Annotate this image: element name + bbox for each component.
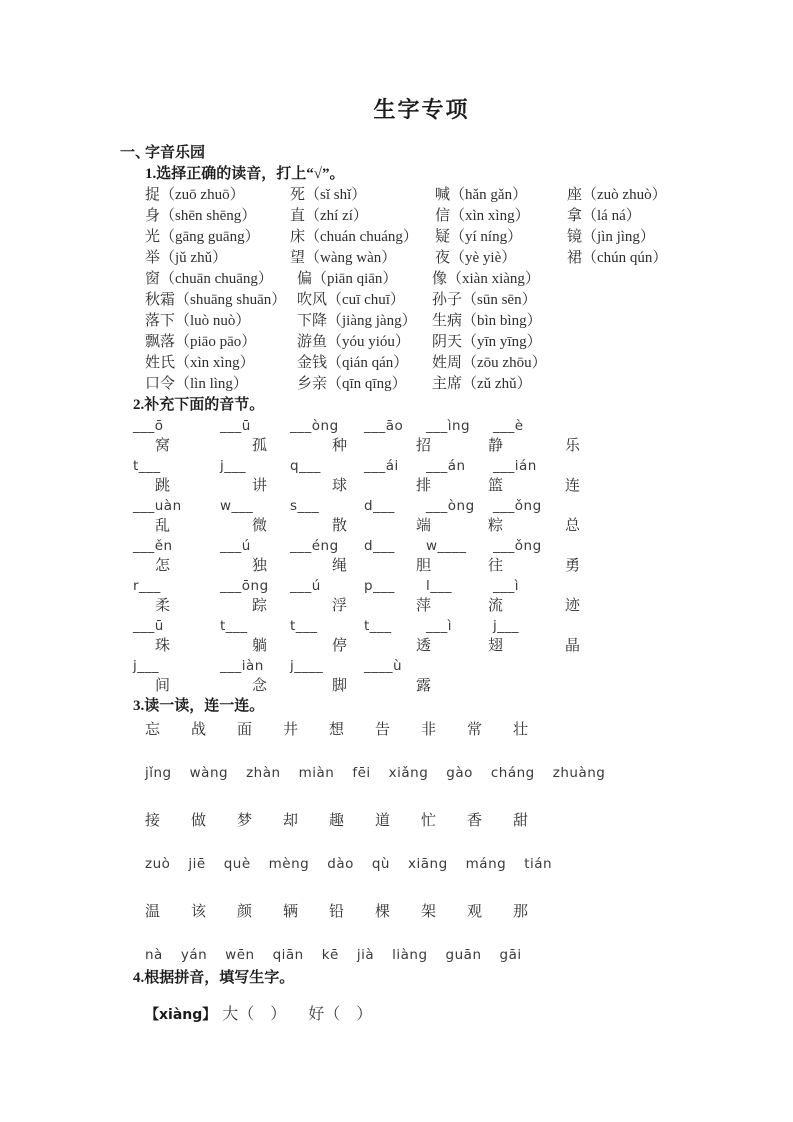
match-character: 做 [191,813,207,829]
syllable-blank-row [133,416,723,436]
character-label: 招 [416,438,432,454]
question2-heading: 2.补充下面的音节。 [133,397,265,413]
syllable-blank: t___ [220,618,248,634]
match-pinyin: zuò [145,856,171,872]
character-label: 念 [252,678,268,694]
character-label: 晶 [565,638,581,654]
match-character: 想 [329,722,345,738]
match-character: 接 [145,813,161,829]
syllable-blank: j____ [290,658,324,674]
match-pinyin: tián [524,856,553,872]
pronunciation-item: 落下（luò nuò） [145,313,251,329]
syllable-blank: ___ì [493,578,520,594]
character-label: 躺 [252,638,268,654]
character-label: 粽 [488,518,504,534]
match-character: 辆 [283,904,299,920]
character-label: 散 [332,518,348,534]
character-label: 总 [565,518,581,534]
character-label: 种 [332,438,348,454]
syllable-group [133,656,723,696]
pronunciation-item: 孙子（sūn sēn） [432,292,537,308]
matching-exercise-list [120,721,723,964]
syllable-blank: s___ [290,498,320,514]
syllable-character-row [133,436,723,456]
pronunciation-item: 像（xiàn xiàng） [432,271,540,287]
syllable-group [133,576,723,616]
character-label: 透 [416,638,432,654]
match-pinyin: cháng [490,765,535,781]
pronunciation-item: 捉（zuō zhuō） [145,187,245,203]
match-pinyin: guān [445,947,482,963]
pronunciation-item: 信（xìn xìng） [435,208,530,224]
matching-character-row [145,721,723,739]
syllable-group [133,536,723,576]
pronunciation-row [145,227,723,248]
pronunciation-item: 拿（lá ná） [567,208,641,224]
syllable-blank-row [133,536,723,556]
character-label: 迹 [565,598,581,614]
pronunciation-item: 夜（yè yiè） [435,250,517,266]
pronunciation-item: 光（gāng guāng） [145,229,260,245]
pronunciation-item: 望（wàng wàn） [290,250,397,266]
match-character: 壮 [513,722,529,738]
syllable-blank: ___òng [290,418,339,434]
pronunciation-item: 床（chuán chuáng） [290,229,418,245]
character-label: 篮 [488,478,504,494]
pronunciation-row [145,206,723,227]
match-character: 香 [467,813,483,829]
matching-pinyin-row [145,855,723,873]
match-pinyin: zhuàng [552,765,606,781]
character-label: 绳 [332,558,348,574]
syllable-blank-row [133,656,723,676]
pronunciation-item: 窗（chuān chuāng） [145,271,273,287]
syllable-blank: j___ [493,618,520,634]
syllable-character-row [133,676,723,696]
pronunciation-item: 阴天（yīn yīng） [432,334,542,350]
syllable-group [133,416,723,456]
match-pinyin: wàng [189,765,229,781]
match-character: 那 [513,904,529,920]
character-label: 静 [488,438,504,454]
match-character: 忙 [421,813,437,829]
pronunciation-row [145,353,723,374]
pronunciation-item: 举（jǔ zhǔ） [145,250,228,266]
fill-in-blank: 好（ ） [308,1006,373,1023]
character-label: 乱 [155,518,171,534]
character-label: 讲 [252,478,268,494]
syllable-blank: ___è [493,418,524,434]
syllable-blank: ___ǒng [493,498,542,514]
match-pinyin: xiǎng [388,765,429,781]
syllable-blank: ___ǒng [493,538,542,554]
match-character: 却 [283,813,299,829]
syllable-blank: w____ [426,538,467,554]
pronunciation-item: 偏（piān qiān） [297,271,398,287]
match-character: 棵 [375,904,391,920]
character-label: 露 [416,678,432,694]
character-label: 球 [332,478,348,494]
syllable-blank: ___ián [493,458,537,474]
syllable-blank: ___ěn [133,538,173,554]
match-character: 非 [421,722,437,738]
syllable-blank: ___òng [426,498,475,514]
syllable-blank: ___iàn [220,658,264,674]
syllable-character-row [133,596,723,616]
pronunciation-item: 生病（bìn bìng） [432,313,542,329]
syllable-blank: ___án [426,458,466,474]
character-label: 萍 [416,598,432,614]
syllable-blank: t___ [364,618,392,634]
pronunciation-row [145,185,723,206]
syllable-blank: d___ [364,538,395,554]
syllable-blank: w___ [220,498,254,514]
syllable-blank: ___ōng [220,578,269,594]
pronunciation-item: 金钱（qián qán） [297,355,409,371]
syllable-group [133,616,723,656]
syllable-blank-row [133,496,723,516]
match-character: 道 [375,813,391,829]
pronunciation-item: 直（zhí zí） [290,208,368,224]
pronunciation-item: 镜（jìn jìng） [567,229,655,245]
character-label: 跳 [155,478,171,494]
match-character: 铅 [329,904,345,920]
syllable-blank: ___ū [133,618,164,634]
syllable-blank: ___ìng [426,418,471,434]
syllable-blank-row [133,616,723,636]
section1-title: 字音乐园 [145,145,206,161]
match-pinyin: wēn [225,947,255,963]
fill-in-items [222,1004,394,1026]
pronunciation-item: 姓氏（xìn xìng） [145,355,255,371]
match-pinyin: miàn [298,765,335,781]
pronunciation-item: 乡亲（qīn qīng） [297,376,407,392]
syllable-blank: ___āo [364,418,404,434]
character-label: 连 [565,478,581,494]
syllable-blank: ___ì [426,618,453,634]
match-character: 该 [191,904,207,920]
match-pinyin: gào [446,765,473,781]
pronunciation-item: 口令（lìn lìng） [145,376,248,392]
syllable-blank-row [133,576,723,596]
match-pinyin: jiē [188,856,206,872]
pronunciation-item: 死（sǐ shǐ） [290,187,367,203]
match-character: 忘 [145,722,161,738]
character-label: 往 [488,558,504,574]
syllable-group [133,496,723,536]
syllable-character-row [133,476,723,496]
matching-character-row [145,812,723,830]
match-pinyin: yán [180,947,208,963]
match-pinyin: nà [145,947,163,963]
match-pinyin: jǐng [145,765,172,781]
match-character: 观 [467,904,483,920]
character-label: 孤 [252,438,268,454]
match-pinyin: fēi [352,765,371,781]
pronunciation-item: 身（shēn shēng） [145,208,257,224]
matching-group [145,812,723,873]
match-pinyin: què [223,856,251,872]
page-title: 生字专项 [373,97,470,122]
character-label: 柔 [155,598,171,614]
question1-heading: 1.选择正确的读音，打上“√”。 [145,166,345,182]
pronunciation-row [145,311,723,332]
pronunciation-item: 姓周（zōu zhōu） [432,355,547,371]
pronunciation-item: 秋霜（shuāng shuān） [145,292,287,308]
matching-pinyin-row [145,764,723,782]
pronunciation-row [145,290,723,311]
pronunciation-row [145,332,723,353]
match-character: 甜 [513,813,529,829]
pronunciation-item: 主席（zǔ zhǔ） [432,376,532,392]
pronunciation-row [145,269,723,290]
pronunciation-item: 游鱼（yóu yióu） [297,334,410,350]
match-character: 温 [145,904,161,920]
match-pinyin: jià [356,947,375,963]
character-label: 停 [332,638,348,654]
syllable-blank: ___ái [364,458,399,474]
match-character: 井 [283,722,299,738]
character-label: 乐 [565,438,581,454]
syllable-blank: t___ [133,458,161,474]
syllable-group [133,456,723,496]
matching-group [145,721,723,782]
match-character: 架 [421,904,437,920]
syllable-blank: ___éng [290,538,339,554]
match-pinyin: liàng [392,947,428,963]
section1-heading [120,143,723,164]
match-pinyin: dào [327,856,354,872]
match-pinyin: xiāng [408,856,448,872]
fill-in-blank: 大（ ） [222,1006,287,1023]
syllable-blank: d___ [364,498,395,514]
match-pinyin: máng [465,856,507,872]
syllable-character-row [133,516,723,536]
syllable-blank: ____ù [364,658,403,674]
character-label: 端 [416,518,432,534]
syllable-character-row [133,636,723,656]
syllable-blank: ___ō [133,418,164,434]
character-label: 独 [252,558,268,574]
character-label: 胆 [416,558,432,574]
syllable-blank-row [133,456,723,476]
pinyin-prompt: 【xiàng】 [145,1007,217,1023]
syllable-blank: r___ [133,578,161,594]
matching-group [145,903,723,964]
character-label: 踪 [252,598,268,614]
character-label: 翅 [488,638,504,654]
syllable-completion-list [133,416,723,696]
syllable-blank: ___ú [220,538,251,554]
pronunciation-choice-list [145,185,723,395]
pronunciation-item: 飘落（piāo pāo） [145,334,257,350]
syllable-blank: t___ [290,618,318,634]
match-character: 颜 [237,904,253,920]
pronunciation-item: 疑（yí níng） [435,229,523,245]
character-label: 微 [252,518,268,534]
pronunciation-row [145,374,723,395]
pronunciation-item: 吹风（cuī chuī） [297,292,405,308]
syllable-blank: ___uàn [133,498,182,514]
syllable-blank: j___ [133,658,160,674]
character-label: 间 [155,678,171,694]
syllable-blank: j___ [220,458,247,474]
pronunciation-row [145,248,723,269]
match-pinyin: mèng [268,856,310,872]
match-character: 趣 [329,813,345,829]
fill-in-line [145,1004,723,1026]
character-label: 脚 [332,678,348,694]
syllable-blank: ___ū [220,418,251,434]
character-label: 浮 [332,598,348,614]
character-label: 勇 [565,558,581,574]
syllable-character-row [133,556,723,576]
match-character: 告 [375,722,391,738]
character-label: 窝 [155,438,171,454]
character-label: 流 [488,598,504,614]
matching-pinyin-row [145,946,723,964]
character-label: 珠 [155,638,171,654]
syllable-blank: p___ [364,578,395,594]
match-pinyin: kē [321,947,339,963]
pronunciation-item: 喊（hǎn gǎn） [435,187,528,203]
question4-heading: 4.根据拼音，填写生字。 [133,970,295,986]
syllable-blank: q___ [290,458,321,474]
matching-character-row [145,903,723,921]
character-label: 排 [416,478,432,494]
character-label: 怎 [155,558,171,574]
pronunciation-item: 座（zuò zhuò） [567,187,667,203]
syllable-blank: ___ú [290,578,321,594]
match-pinyin: qù [371,856,390,872]
section1-number: 一、 [120,145,151,161]
match-character: 战 [191,722,207,738]
pronunciation-item: 裙（chún qún） [567,250,668,266]
pronunciation-item: 下降（jiàng jàng） [297,313,417,329]
syllable-blank: l___ [426,578,453,594]
question3-heading: 3.读一读，连一连。 [133,698,265,714]
match-pinyin: qiān [272,947,304,963]
match-pinyin: zhàn [246,765,281,781]
match-pinyin: gāi [499,947,522,963]
match-character: 面 [237,722,253,738]
match-character: 梦 [237,813,253,829]
match-character: 常 [467,722,483,738]
